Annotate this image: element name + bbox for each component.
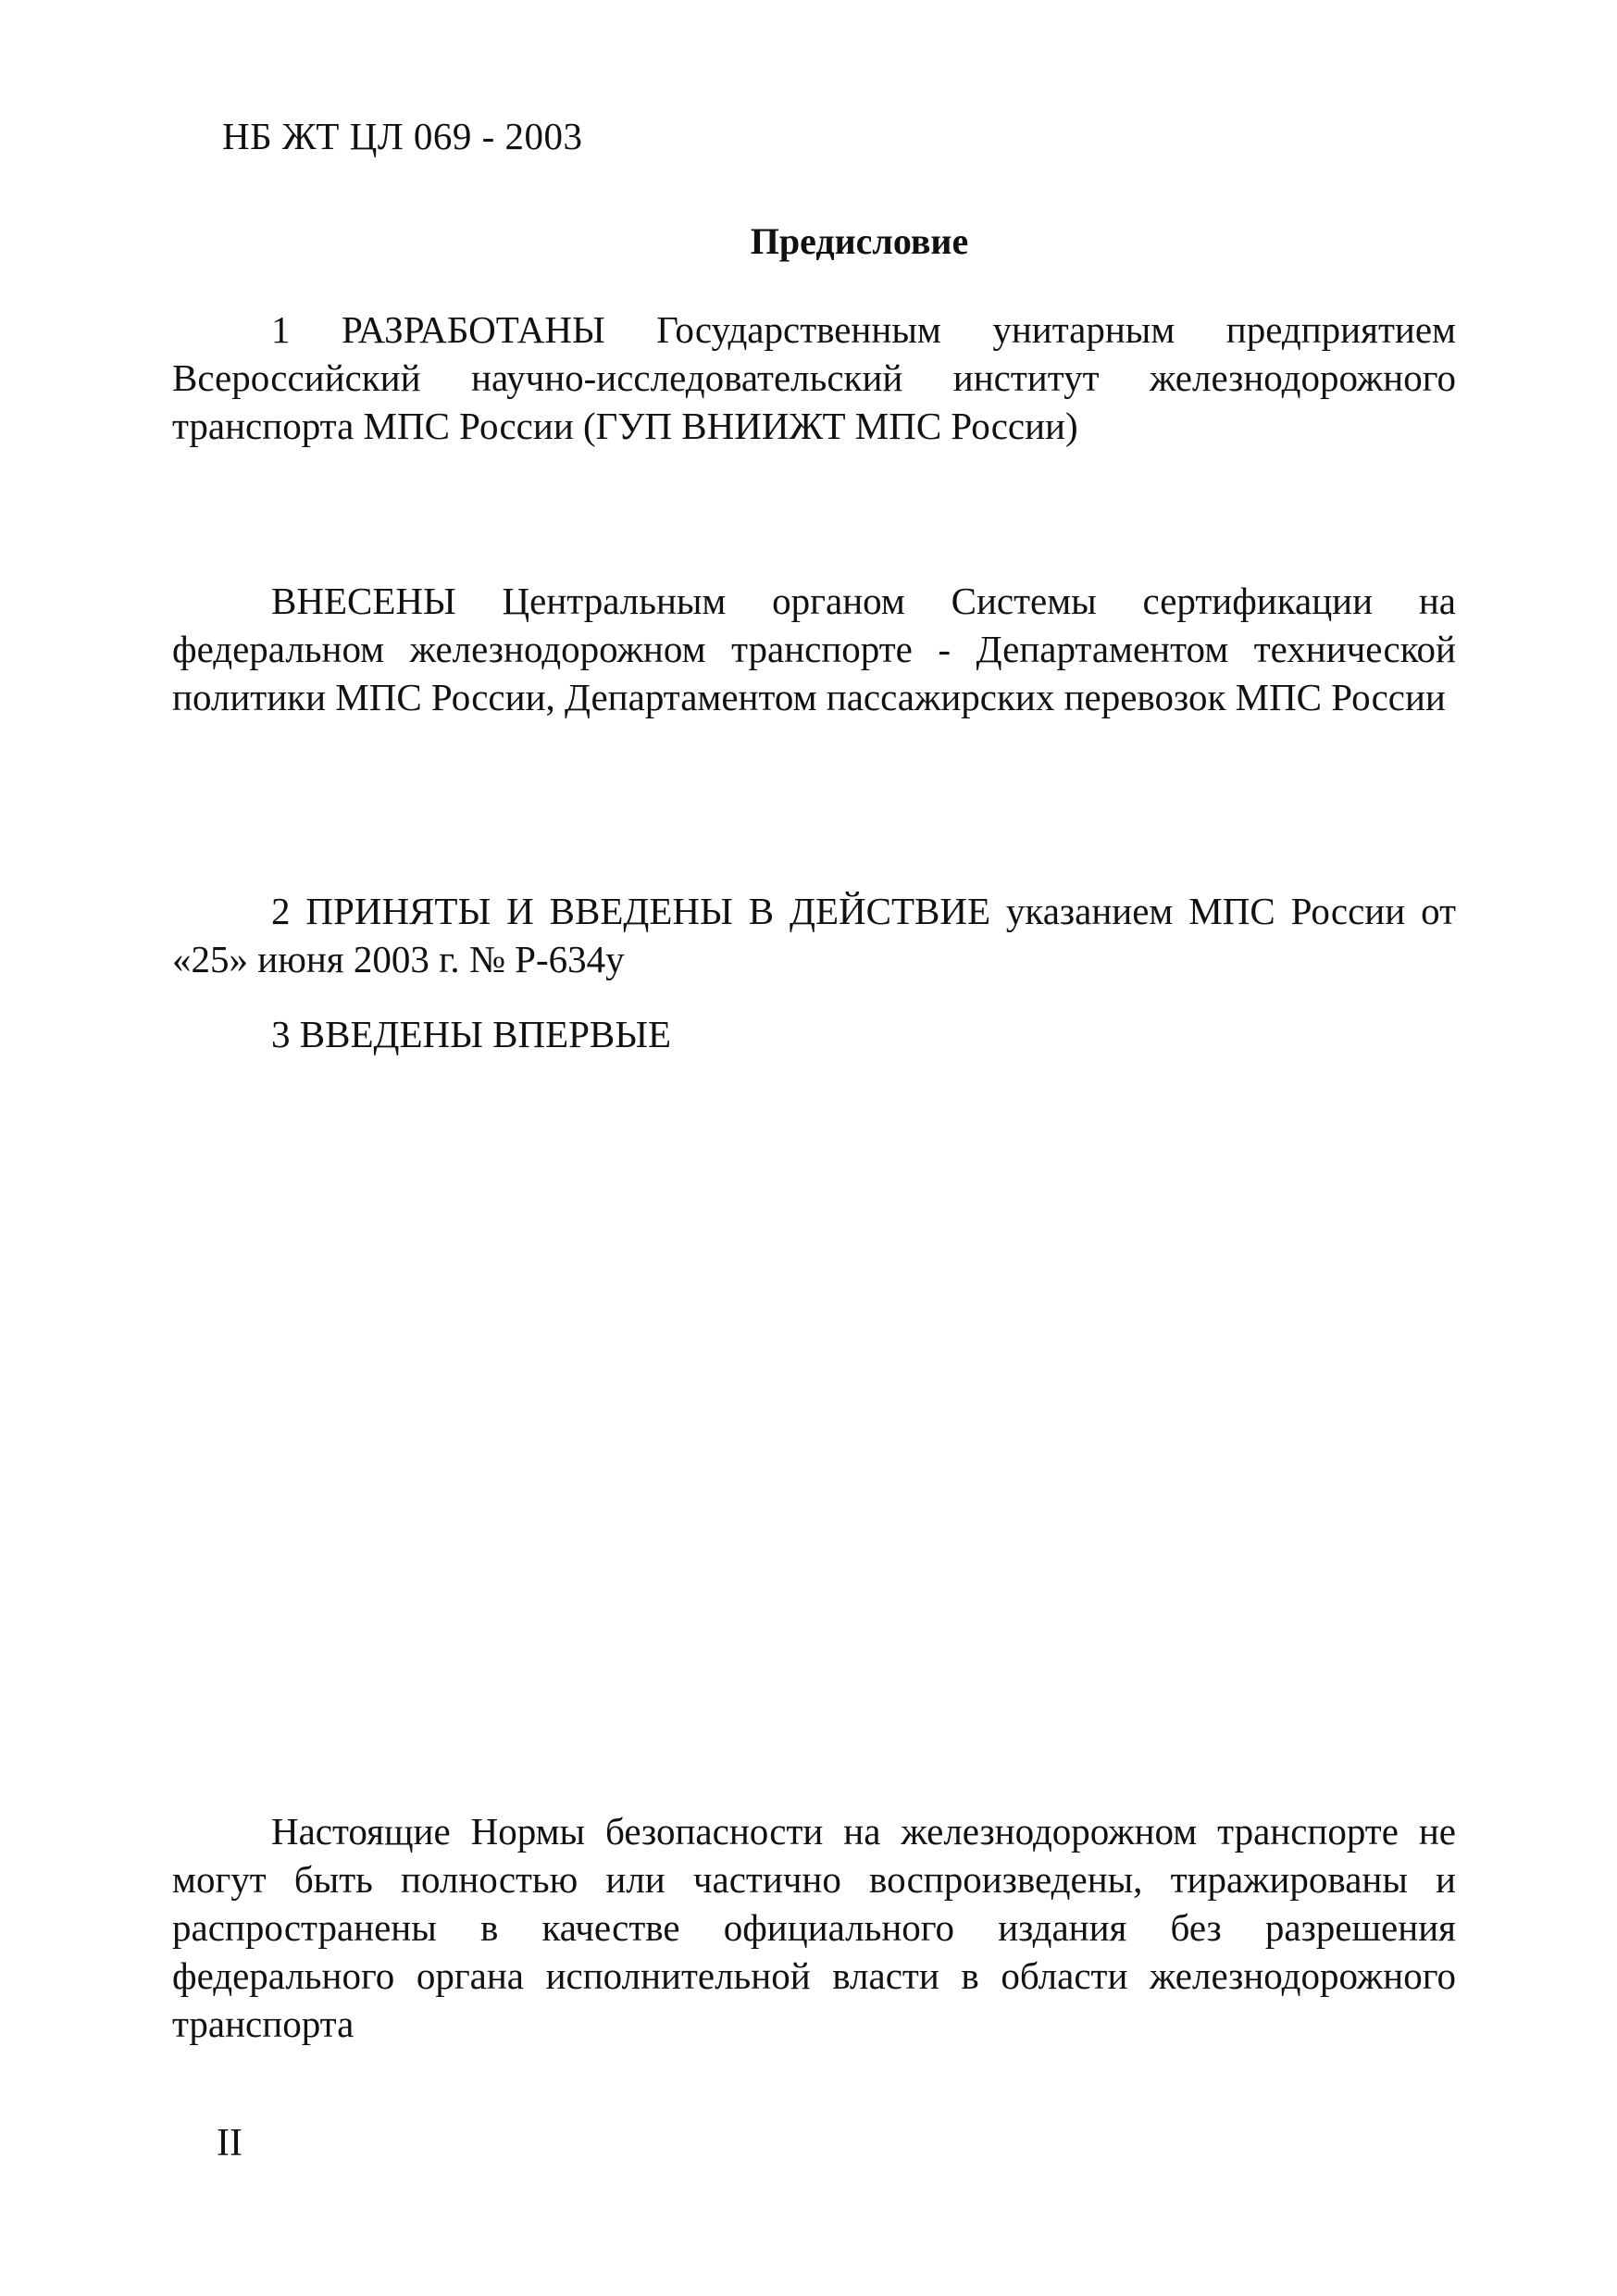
page-number: II [217,2122,243,2165]
introduced-paragraph: ВНЕСЕНЫ Центральным органом Системы сертификации на федеральном железнодорожном транспорте - Департаментом технической политики МПС России, Департаментом пассажирских перевозок МПС России [172,580,1456,718]
preface-heading: Предисловие [750,220,969,262]
first-time-paragraph: 3 ВВЕДЕНЫ ВПЕРВЫЕ [271,1013,672,1055]
developed-paragraph: 1 РАЗРАБОТАНЫ Государственным унитарным предприятием Всероссийский научно-исследовательский институт железнодорожного транспорта МПС России (ГУП ВНИИЖТ МПС России) [172,308,1456,447]
adopted-paragraph: 2 ПРИНЯТЫ И ВВЕДЕНЫ В ДЕЙСТВИЕ указанием МПС России от «25» июня 2003 г. № Р-634у [172,890,1456,980]
copyright-paragraph: Настоящие Нормы безопасности на железнодорожном транспорте не могут быть полностью или частично воспроизведены, тиражированы и распространены в качестве официального издания без разрешения федерального органа исполнительной власти в области железнодорожного транспорта [172,1810,1456,2045]
document-code: НБ ЖТ ЦЛ 069 - 2003 [222,115,583,157]
